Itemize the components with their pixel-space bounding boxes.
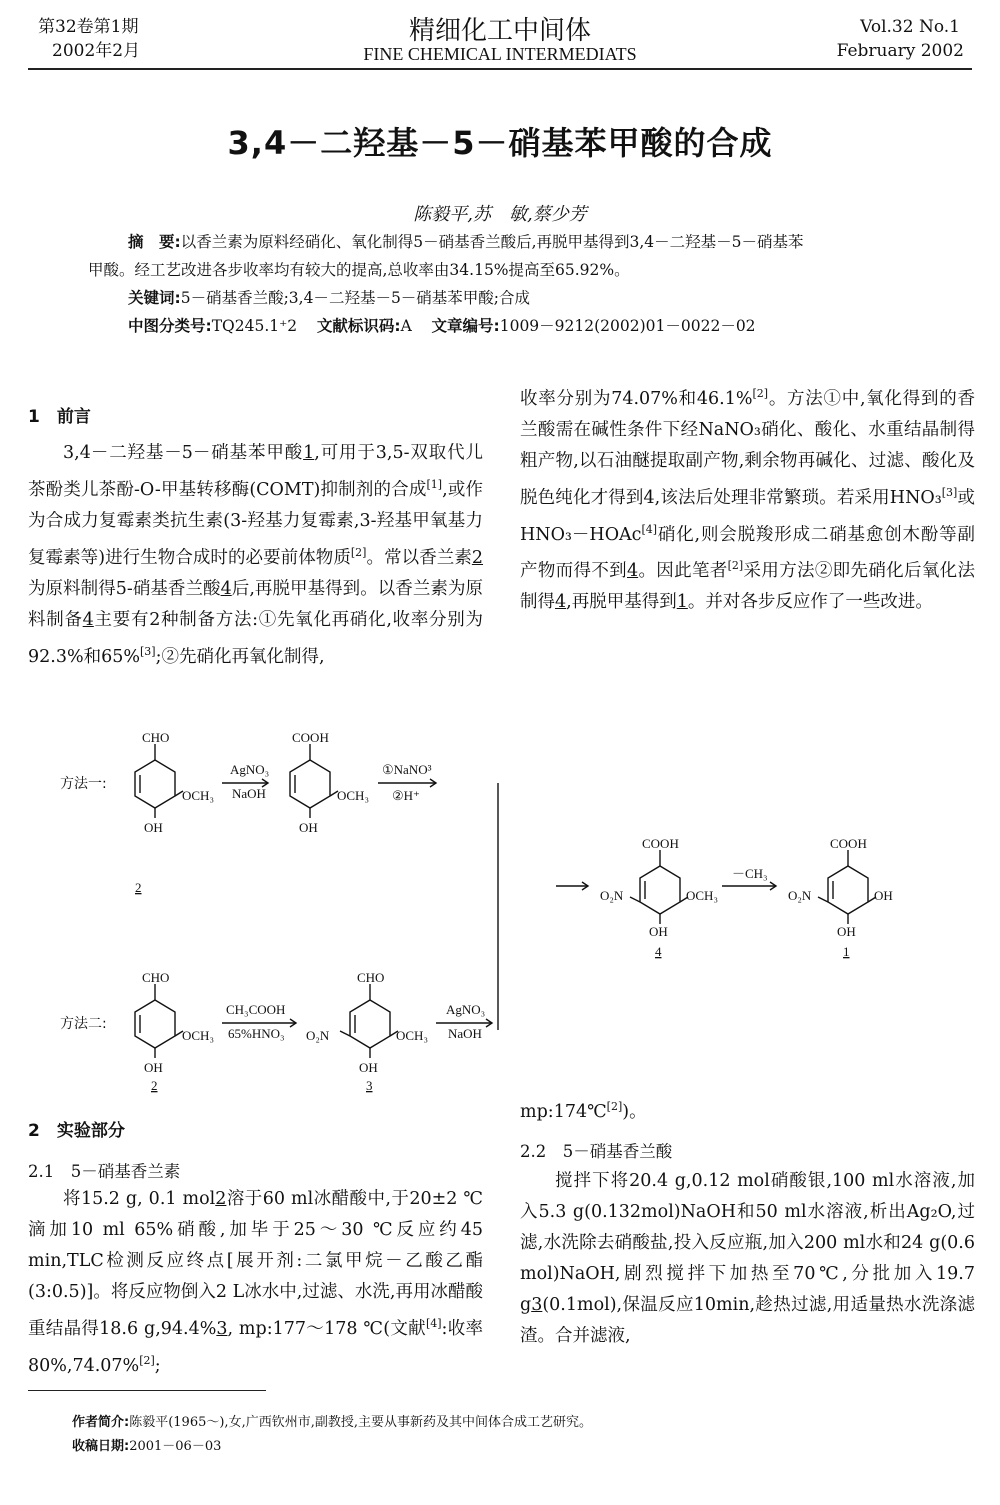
date-en: February 2002 bbox=[836, 41, 964, 61]
date-cn: 2002年2月 bbox=[52, 41, 141, 61]
doc-code: A bbox=[400, 317, 412, 335]
left-column-intro bbox=[28, 438, 483, 672]
section-1-heading: 1 前言 bbox=[28, 407, 91, 427]
clc-number: TQ245.1⁺2 bbox=[211, 317, 298, 335]
article-number-label: 文章编号: bbox=[431, 317, 500, 335]
received-date: 收稿日期:2001－06－03 bbox=[72, 1439, 222, 1454]
volume-issue-cn: 第32卷第1期 bbox=[38, 17, 139, 37]
cho-label: CHO bbox=[142, 730, 170, 745]
reagent-1-top: AgNO₃ bbox=[230, 762, 270, 777]
cooh-label: COOH bbox=[642, 836, 679, 851]
cho-label: CHO bbox=[142, 970, 170, 985]
oh-label: OH bbox=[874, 888, 893, 903]
reagent-5: －CH₃ bbox=[732, 866, 768, 881]
journal-title-en: FINE CHEMICAL INTERMEDIATS bbox=[363, 44, 637, 64]
cooh-label: COOH bbox=[830, 836, 867, 851]
och3-label: OCH₃ bbox=[686, 888, 718, 903]
reagent-1-bottom: NaOH bbox=[232, 786, 266, 801]
compound-number-2: 2 bbox=[135, 880, 142, 895]
ring-compound-4 bbox=[640, 866, 680, 914]
oh-label: OH bbox=[359, 1060, 378, 1075]
section-2-1-body bbox=[28, 1184, 483, 1382]
ring-compound-1 bbox=[828, 866, 868, 914]
header-rule bbox=[28, 68, 972, 70]
authors: 陈毅平,苏 敏,蔡少芳 bbox=[413, 204, 587, 225]
section-2-2-paragraph: 搅拌下将20.4 g,0.12 mol硝酸银,100 ml水溶液,加入5.3 g(0.132mol)NaOH和50 ml水溶液,析出Ag₂O,过滤,水洗除去硝酸盐,投入反应瓶,加入200 ml水和24 g(0.6 mol)NaOH,剧烈搅拌下加热至70℃,分批加入19.7 g3(0.1mol),保温反应10min,趁热过滤,用适量热水洗涤滤渣。合并滤液, bbox=[520, 1171, 975, 1346]
abstract-label: 摘 要: bbox=[128, 233, 181, 251]
article-title: 3,4－二羟基－5－硝基苯甲酸的合成 bbox=[227, 124, 773, 162]
o2n-label: O₂N bbox=[788, 888, 812, 903]
abstract-line2: 甲酸。经工艺改进各步收率均有较大的提高,总收率由34.15%提高至65.92%。 bbox=[88, 261, 630, 279]
mp-continuation: mp:174℃[2])。 bbox=[520, 1100, 647, 1122]
ring-compound-3 bbox=[350, 1000, 390, 1048]
cho-label: CHO bbox=[357, 970, 385, 985]
reagent-3-top: CH₃COOH bbox=[226, 1002, 286, 1017]
method-1-label: 方法一: bbox=[60, 776, 107, 792]
section-2-heading: 2 实验部分 bbox=[28, 1121, 125, 1141]
doc-code-label: 文献标识码: bbox=[316, 317, 401, 335]
section-2-2-body bbox=[520, 1166, 975, 1352]
compound-number-4: 4 bbox=[655, 944, 662, 959]
journal-title-cn: 精细化工中间体 bbox=[408, 16, 591, 46]
footnote-rule bbox=[28, 1390, 266, 1391]
clc-label: 中图分类号: bbox=[128, 317, 212, 335]
ring-vanillin-m2 bbox=[135, 1000, 175, 1048]
section-2-2-heading: 2.2 5－硝基香兰酸 bbox=[520, 1142, 673, 1161]
o2n-label: O₂N bbox=[306, 1028, 330, 1043]
och3-label: OCH₃ bbox=[182, 788, 214, 803]
method-2-label: 方法二: bbox=[60, 1016, 107, 1032]
volume-issue-en: Vol.32 No.1 bbox=[860, 17, 960, 37]
reagent-2-top: ①NaNO³ bbox=[382, 762, 432, 777]
o2n-label: O₂N bbox=[600, 888, 624, 903]
reagent-3-bottom: 65%HNO₃ bbox=[228, 1026, 285, 1041]
keywords: 5－硝基香兰酸;3,4－二羟基－5－硝基苯甲酸;合成 bbox=[180, 289, 531, 307]
intro-paragraph-continued: 收率分别为74.07%和46.1%[2]。方法①中,氧化得到的香兰酸需在碱性条件下经NaNO₃硝化、酸化、水重结晶制得粗产物,以石油醚提取副产物,剩余物再碱化、过滤、酸化及脱色纯化才得到4,该法后处理非常繁琐。若采用HNO₃[3]或HNO₃－HOAc[4]硝化,则会脱羧形成二硝基愈创木酚等副产物而得不到4。因此笔者[2]采用方法②即先硝化后氧化法制得4,再脱甲基得到1。并对各步反应作了一些改进。 bbox=[520, 387, 976, 613]
ring-vanillic-acid bbox=[290, 760, 330, 808]
compound-number-3: 3 bbox=[366, 1078, 373, 1093]
oh-label: OH bbox=[299, 820, 318, 835]
section-2-1-heading: 2.1 5－硝基香兰素 bbox=[28, 1162, 181, 1181]
och3-label: OCH₃ bbox=[182, 1028, 214, 1043]
author-bio: 作者简介:陈毅平(1965～),女,广西钦州市,副教授,主要从事新药及其中间体合成工艺研究。 bbox=[72, 1415, 592, 1430]
reagent-4-top: AgNO₃ bbox=[446, 1002, 486, 1017]
classification-line bbox=[88, 312, 948, 340]
oh-label: OH bbox=[837, 924, 856, 939]
abstract-line1: 以香兰素为原料经硝化、氧化制得5－硝基香兰酸后,再脱甲基得到3,4－二羟基－5－硝基苯 bbox=[180, 233, 804, 251]
oh-label: OH bbox=[649, 924, 668, 939]
cooh-label: COOH bbox=[292, 730, 329, 745]
oh-label: OH bbox=[144, 820, 163, 835]
och3-label: OCH₃ bbox=[337, 788, 369, 803]
ring-vanillin-m1 bbox=[135, 760, 175, 808]
och3-label: OCH₃ bbox=[396, 1028, 428, 1043]
reaction-scheme bbox=[0, 718, 1000, 1098]
oh-label: OH bbox=[144, 1060, 163, 1075]
intro-paragraph: 3,4－二羟基－5－硝基苯甲酸1,可用于3,5-双取代儿茶酚类儿茶酚-O-甲基转移酶(COMT)抑制剂的合成[1],或作为合成力复霉素类抗生素(3-羟基力复霉素,3-羟基甲氧基力复霉素等)进行生物合成时的必要前体物质[2]。常以香兰素2为原料制得5-硝基香兰酸4后,再脱甲基得到。以香兰素为原料制备4主要有2种制备方法:①先氧化再硝化,收率分别为92.3%和65%[3];②先硝化再氧化制得, bbox=[28, 443, 484, 667]
reagent-4-bottom: NaOH bbox=[448, 1026, 482, 1041]
compound-number-2: 2 bbox=[151, 1078, 158, 1093]
article-number: 1009－9212(2002)01－0022－02 bbox=[499, 317, 756, 335]
abstract bbox=[88, 228, 948, 340]
keywords-label: 关键词: bbox=[128, 289, 181, 307]
reagent-2-bottom: ②H⁺ bbox=[392, 788, 420, 803]
section-2-1-paragraph: 将15.2 g, 0.1 mol2溶于60 ml冰醋酸中,于20±2 ℃滴加10 ml 65%硝酸,加毕于25～30 ℃反应约45 min,TLC检测反应终点[展开剂:二氯甲烷－乙酸乙酯(3:0.5)]。将反应物倒入2 L冰水中,过滤、水洗,再用冰醋酸重结晶得18.6 g,94.4%3, mp:177～178 ℃(文献[4]:收率80%,74.07%[2]; bbox=[28, 1189, 484, 1376]
right-column-intro bbox=[520, 378, 975, 618]
compound-number-1: 1 bbox=[843, 944, 850, 959]
